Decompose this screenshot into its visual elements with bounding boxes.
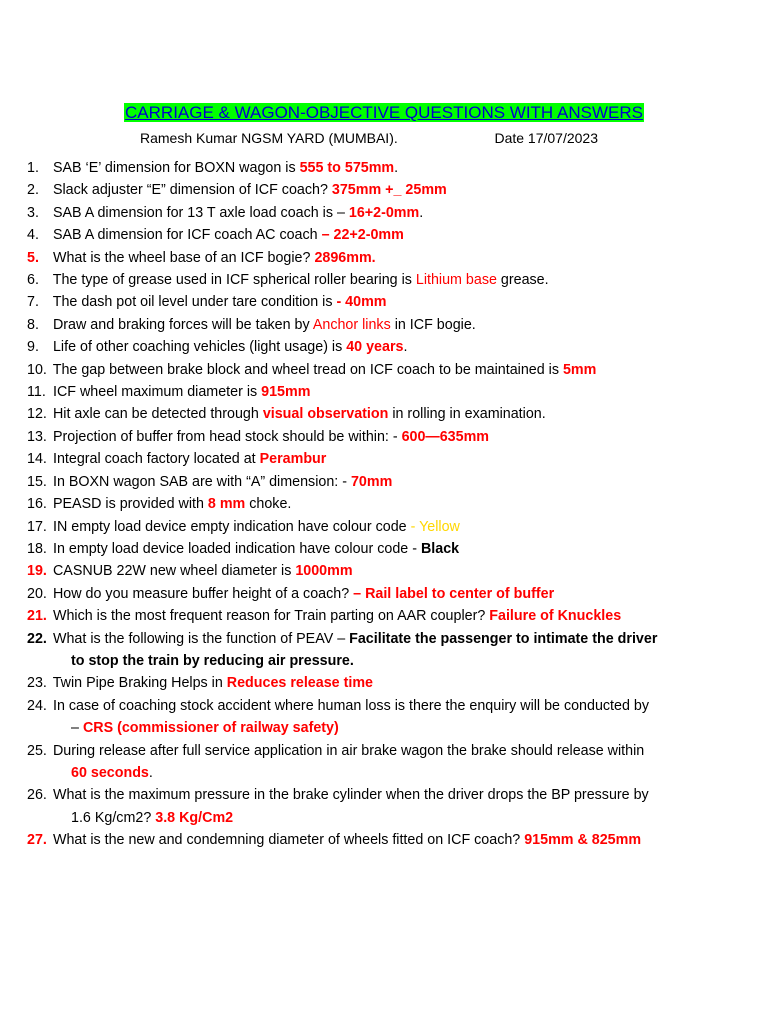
question-text: Integral coach factory located at [49,451,260,468]
question-item: 9. Life of other coaching vehicles (light usage) is 40 years. [27,339,408,356]
question-answer: 375mm +_ 25mm [331,182,447,199]
question-item: 4. SAB A dimension for ICF coach AC coach – 22+2-0mm [27,227,404,244]
question-text: In empty load device loaded indication have colour code - [49,540,421,557]
question-text: ICF wheel maximum diameter is [49,384,262,401]
question-suffix: . [403,339,408,356]
question-suffix: . [419,204,424,221]
question-answer: 16+2-0mm [348,204,420,221]
question-item: 7. The dash pot oil level under tare condition is - 40mm [27,294,387,311]
question-list [27,157,659,852]
question-answer: 8 mm [207,496,246,513]
question-answer: Perambur [259,451,327,468]
question-answer: Anchor links [312,316,391,333]
question-text: What is the wheel base of an ICF bogie? [49,249,315,266]
question-suffix: in ICF bogie. [390,316,476,333]
question-suffix: . [394,160,399,176]
question-text: SAB ‘E’ dimension for BOXN wagon is [49,160,300,176]
question-answer: – Rail label to center of buffer [353,585,555,602]
question-item: 18. In empty load device loaded indication have colour code - Black [27,540,460,557]
question-answer: - 40mm [336,294,387,311]
question-text: During release after full service application in air brake wagon the brake should release within [49,742,645,759]
question-answer: 600—635mm [401,428,490,445]
question-answer: 915mm [261,384,311,401]
question-item: 8. Draw and braking forces will be taken by Anchor links in ICF bogie. [27,316,476,333]
question-item: 11. ICF wheel maximum diameter is 915mm [27,384,311,401]
question-suffix: grease. [496,272,549,289]
question-item: 22. What is the following is the function of PEAV – Facilitate the passenger to intimate the driver to stop the train by reducing air pressure. [27,630,658,669]
question-text: How do you measure buffer height of a coach? [49,585,354,602]
question-item: 6. The type of grease used in ICF spherical roller bearing is Lithium base grease. [27,272,549,289]
question-answer: 915mm & 825mm [524,832,642,849]
question-answer: Failure of Knuckles [489,608,622,625]
question-text: Hit axle can be detected through [49,406,263,423]
question-text: SAB A dimension for 13 T axle load coach is – [49,204,349,221]
question-answer: - Yellow [410,518,460,535]
question-text: The dash pot oil level under tare condition is [49,294,337,311]
question-answer: 70mm [350,473,393,490]
author-line: Ramesh Kumar NGSM YARD (MUMBAI). [140,130,398,146]
question-text: What is the following is the function of PEAV – [49,630,350,647]
question-text: What is the new and condemning diameter of wheels fitted on ICF coach? [49,832,525,849]
question-item: 21. Which is the most frequent reason for Train parting on AAR coupler? Failure of Knuckles [27,608,622,625]
question-item: 24. In case of coaching stock accident where human loss is there the enquiry will be conducted by – CRS (commissioner of railway safety) [27,697,650,737]
question-suffix: choke. [245,496,292,513]
question-text: Projection of buffer from head stock should be within: - [49,428,402,445]
question-text: Slack adjuster “E” dimension of ICF coach? [49,182,332,199]
question-item: 5. What is the wheel base of an ICF bogie? 2896mm. [27,249,376,266]
document-subtitle [140,130,598,146]
question-text: Draw and braking forces will be taken by [49,316,313,333]
title-wrap [0,103,768,123]
question-text: What is the maximum pressure in the brake cylinder when the driver drops the BP pressure by 1.6 Kg/cm2? [49,787,649,826]
question-answer: Lithium base [415,272,497,289]
question-text: The gap between brake block and wheel tread on ICF coach to be maintained is [49,361,563,378]
question-item: 12. Hit axle can be detected through visual observation in rolling in examination. [27,406,546,423]
question-item: 10. The gap between brake block and wheel tread on ICF coach to be maintained is 5mm [27,361,597,378]
question-answer: CRS (commissioner of railway safety) [82,720,339,737]
question-suffix: . [148,764,153,781]
question-answer: Reduces release time [226,675,373,692]
question-text: CASNUB 22W new wheel diameter is [49,563,296,580]
question-answer: 2896mm. [314,249,376,266]
question-suffix: in rolling in examination. [388,406,546,423]
question-item: 19. CASNUB 22W new wheel diameter is 1000mm [27,563,353,580]
question-item: 16. PEASD is provided with 8 mm choke. [27,496,292,513]
question-answer: Black [420,540,460,557]
question-item: 23. Twin Pipe Braking Helps in Reduces release time [27,675,373,692]
question-text: In case of coaching stock accident where human loss is there the enquiry will be conducted by – [49,697,650,737]
question-item: 25. During release after full service application in air brake wagon the brake should release within 60 seconds. [27,742,645,781]
question-text: The type of grease used in ICF spherical roller bearing is [49,272,416,289]
question-item: 20. How do you measure buffer height of a coach? – Rail label to center of buffer [27,585,555,602]
question-item: 13. Projection of buffer from head stock should be within: - 600—635mm [27,428,490,445]
question-item: 17. IN empty load device empty indication have colour code - Yellow [27,518,460,535]
question-answer: 40 years [346,339,404,356]
question-suffix: . [349,652,354,669]
question-answer: 555 to 575mm [299,160,395,176]
question-text: Twin Pipe Braking Helps in [49,675,227,692]
question-text: IN empty load device empty indication have colour code [49,518,411,535]
question-item: 26. What is the maximum pressure in the brake cylinder when the driver drops the BP pressure by 1.6 Kg/cm2? 3.8 Kg/Cm2 [27,787,649,826]
document-title: CARRIAGE & WAGON-OBJECTIVE QUESTIONS WITH ANSWERS [125,103,643,122]
question-answer: Facilitate the passenger to intimate the driver to stop the train by reducing air pressure [71,630,658,669]
question-item: 27. What is the new and condemning diameter of wheels fitted on ICF coach? 915mm & 825mm [27,832,642,849]
date-line: Date 17/07/2023 [494,130,598,146]
question-answer: 1000mm [295,563,353,580]
question-text: PEASD is provided with [49,496,208,513]
question-answer: – 22+2-0mm [321,227,404,244]
question-text: SAB A dimension for ICF coach AC coach [49,227,322,244]
question-text: Which is the most frequent reason for Train parting on AAR coupler? [49,608,490,625]
question-item: 14. Integral coach factory located at Perambur [27,451,327,468]
question-answer: visual observation [262,406,389,423]
question-text: In BOXN wagon SAB are with “A” dimension: - [49,473,351,490]
question-item: 2. Slack adjuster “E” dimension of ICF coach? 375mm +_ 25mm [27,182,447,199]
question-answer: 60 seconds [71,764,149,781]
question-answer: 3.8 Kg/Cm2 [155,809,234,826]
question-item: 15. In BOXN wagon SAB are with “A” dimension: - 70mm [27,473,393,490]
question-answer: 5mm [562,361,597,378]
question-item: 3. SAB A dimension for 13 T axle load coach is – 16+2-0mm. [27,204,424,221]
question-text: Life of other coaching vehicles (light usage) is [49,339,347,356]
question-item: 1. SAB ‘E’ dimension for BOXN wagon is 555 to 575mm. [27,160,399,176]
